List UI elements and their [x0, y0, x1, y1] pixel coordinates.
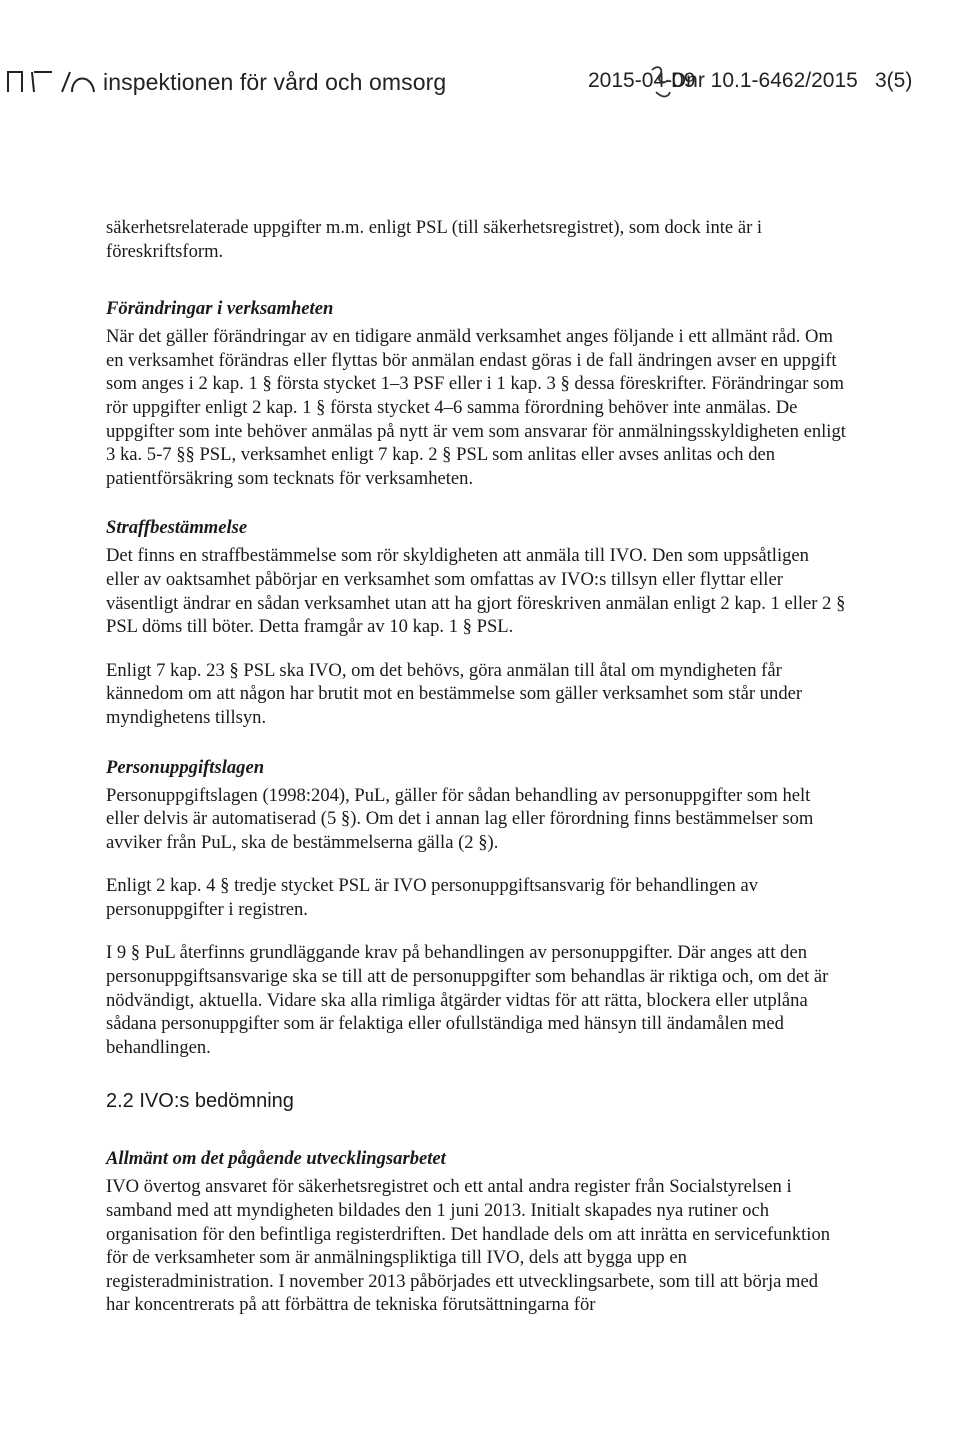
- section-heading: 2.2 IVO:s bedömning: [106, 1090, 294, 1113]
- paragraph-forandringar: När det gäller förändringar av en tidigare anmäld verksamhet anges följande i ett allmänt råd. Om en verksamhet förändras eller flyttas bör anmälan endast göras i de fall ändringen avser en uppgift som anges i 2 kap. 1 § första stycket 1–3 PSF eller i 1 kap. 3 § dessa föreskrifter. Förändringar som rör uppgifter enligt 2 kap. 1 § första stycket 4–6 samma förordning behöver inte anmälas. De uppgifter som inte behöver anmälas på nytt är vem som ansvarar för anmälningsskyldigheten enligt 3 ka. 5-7 §§ PSL, verksamhet enligt 7 kap. 2 § PSL som anlitas eller avses anlitas och den patientförsäkring som tecknats för verksamheten.: [106, 326, 846, 489]
- heading-allmant: Allmänt om det pågående utvecklingsarbetet: [106, 1148, 446, 1170]
- document-body: [106, 216, 846, 1337]
- heading-personuppgiftslagen: Personuppgiftslagen: [106, 756, 265, 778]
- document-date: 2015-04-09: [588, 69, 696, 92]
- paragraph-allmant: IVO övertog ansvaret för säkerhetsregistret och ett antal andra register från Socialstyrelsen i samband med att myndigheten bildades den 1 juni 2013. Initialt skapades nya rutiner och organisation för den befintliga registerdriften. Det handlade dels om att inrätta en servicefunktion för de verksamheter som är anmälningspliktiga till IVO, dels att bygga upp en registeradministration. I november 2013 påbörjades ett utvecklingsarbete, som till att börja med har koncentrerats på att förbättra de tekniska förutsättningarna för: [106, 1176, 831, 1316]
- page-number: 3(5): [875, 69, 913, 92]
- heading-straffbestammelse: Straffbestämmelse: [106, 517, 248, 539]
- paragraph-straff-1: Det finns en straffbestämmelse som rör skyldigheten att anmäla till IVO. Den som uppsåtligen eller av oaktsamhet påbörjar en verksamhet som omfattas av IVO:s tillsyn eller flyttar eller väsentligt ändrar en sådan verksamhet utan att ha gjort föreskriven anmälan enligt 2 kap. 1 eller 2 § PSL döms till böter. Detta framgår av 10 kap. 1 § PSL.: [106, 545, 846, 638]
- heading-forandringar: Förändringar i verksamheten: [106, 298, 334, 320]
- page-header: [0, 60, 960, 100]
- paragraph-intro: säkerhetsrelaterade uppgifter m.m. enligt PSL (till säkerhetsregistret), som dock inte är i föreskriftsform.: [106, 217, 763, 262]
- paragraph-pul-2: Enligt 2 kap. 4 § tredje stycket PSL är IVO personuppgiftsansvarig för behandlingen av personuppgifter i registren.: [106, 875, 759, 920]
- ivo-logo-icon: [6, 64, 98, 96]
- paragraph-pul-3: I 9 § PuL återfinns grundläggande krav på behandlingen av personuppgifter. Där anges att den personuppgiftsansvarige ska se till att de personuppgifter som behandlas är riktiga och, om det är nödvändigt, aktuella. Vidare ska alla rimliga åtgärder vidtas för att rätta, blockera eller utplåna sådana personuppgifter som är felaktiga eller ofullständiga med hänsyn till ändamålen med behandlingen.: [106, 942, 829, 1058]
- diary-number: Dnr 10.1-6462/2015: [671, 69, 858, 92]
- organization-name: inspektionen för vård och omsorg: [103, 69, 447, 95]
- paragraph-pul-1: Personuppgiftslagen (1998:204), PuL, gäller för sådan behandling av personuppgifter som helt eller delvis är automatiserad (5 §). Om det i annan lag eller förordning finns bestämmelser som avviker från PuL, ska de bestämmelserna gälla (2 §).: [106, 784, 814, 853]
- paragraph-straff-2: Enligt 7 kap. 23 § PSL ska IVO, om det behövs, göra anmälan till åtal om myndigheten får kännedom om att någon har brutit mot en bestämmelse som gäller verksamhet som står under myndighetens tillsyn.: [106, 659, 803, 728]
